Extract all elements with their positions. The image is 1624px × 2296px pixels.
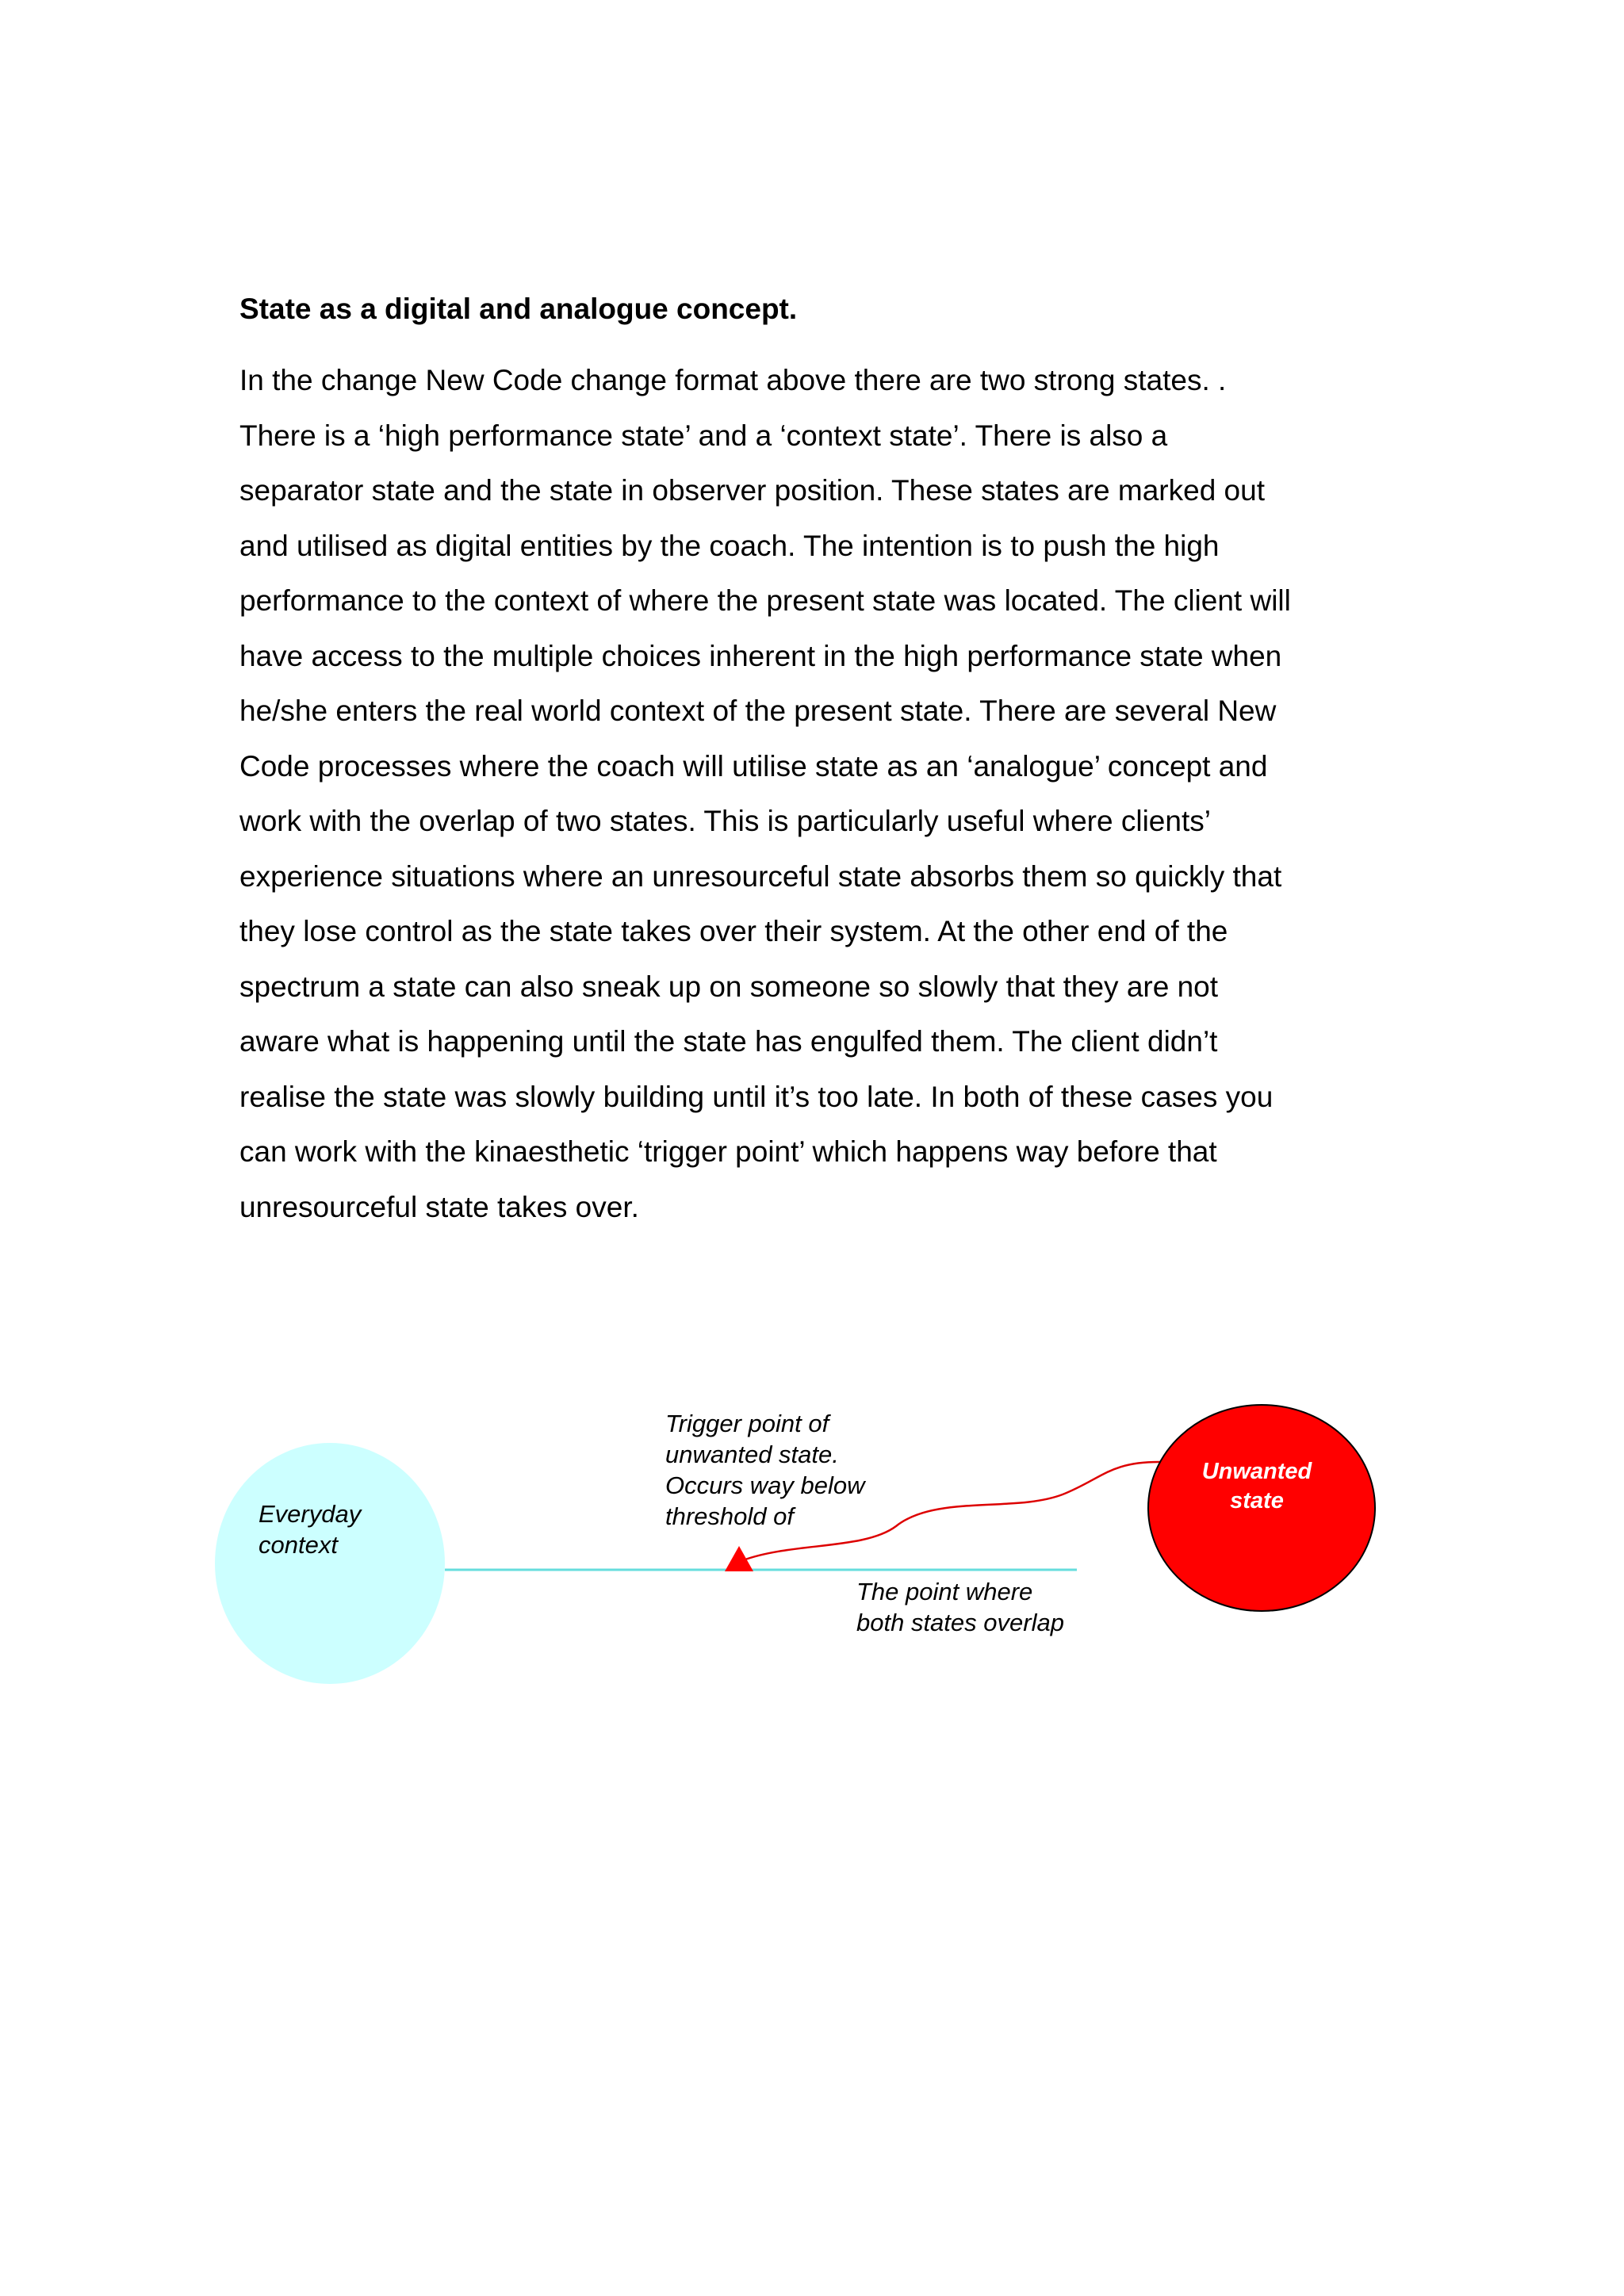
paragraph-line: work with the overlap of two states. This is particularly useful where clients’ bbox=[239, 805, 1211, 837]
paragraph-line: he/she enters the real world context of the present state. There are several New bbox=[239, 695, 1277, 727]
paragraph-line: separator state and the state in observer position. These states are marked out bbox=[239, 474, 1265, 507]
everyday-context-circle bbox=[215, 1443, 445, 1684]
body-paragraph bbox=[239, 353, 1397, 1234]
paragraph-line: performance to the context of where the present state was located. The client will bbox=[239, 584, 1291, 617]
paragraph-line: unresourceful state takes over. bbox=[239, 1190, 639, 1223]
everyday-context-label: Everyday context bbox=[259, 1500, 362, 1559]
paragraph-line: aware what is happening until the state has engulfed them. The client didn’t bbox=[239, 1025, 1218, 1058]
paragraph-line: In the change New Code change format above there are two strong states. . bbox=[239, 364, 1227, 396]
paragraph-line: Code processes where the coach will utilise state as an ‘analogue’ concept and bbox=[239, 749, 1268, 783]
overlap-point-label: The point where both states overlap bbox=[856, 1578, 1064, 1636]
section-heading: State as a digital and analogue concept. bbox=[239, 293, 798, 325]
trigger-point-label: Trigger point of unwanted state. Occurs way below threshold of bbox=[665, 1410, 865, 1530]
paragraph-line: realise the state was slowly building until it’s too late. In both of these cases you bbox=[239, 1080, 1274, 1113]
paragraph-line: they lose control as the state takes over their system. At the other end of the bbox=[239, 915, 1228, 947]
paragraph-line: can work with the kinaesthetic ‘trigger point’ which happens way before that bbox=[239, 1135, 1217, 1168]
unwanted-state-label: Unwanted state bbox=[1201, 1459, 1312, 1513]
paragraph-line: experience situations where an unresourceful state absorbs them so quickly that bbox=[239, 859, 1282, 893]
state-overlap-diagram bbox=[0, 1380, 1624, 1697]
paragraph-line: and utilised as digital entities by the coach. The intention is to push the high bbox=[239, 529, 1220, 562]
paragraph-line: There is a ‘high performance state’ and a ‘context state’. There is also a bbox=[239, 419, 1168, 452]
paragraph-line: spectrum a state can also sneak up on someone so slowly that they are not bbox=[239, 970, 1219, 1003]
paragraph-line: have access to the multiple choices inherent in the high performance state when bbox=[239, 639, 1282, 672]
